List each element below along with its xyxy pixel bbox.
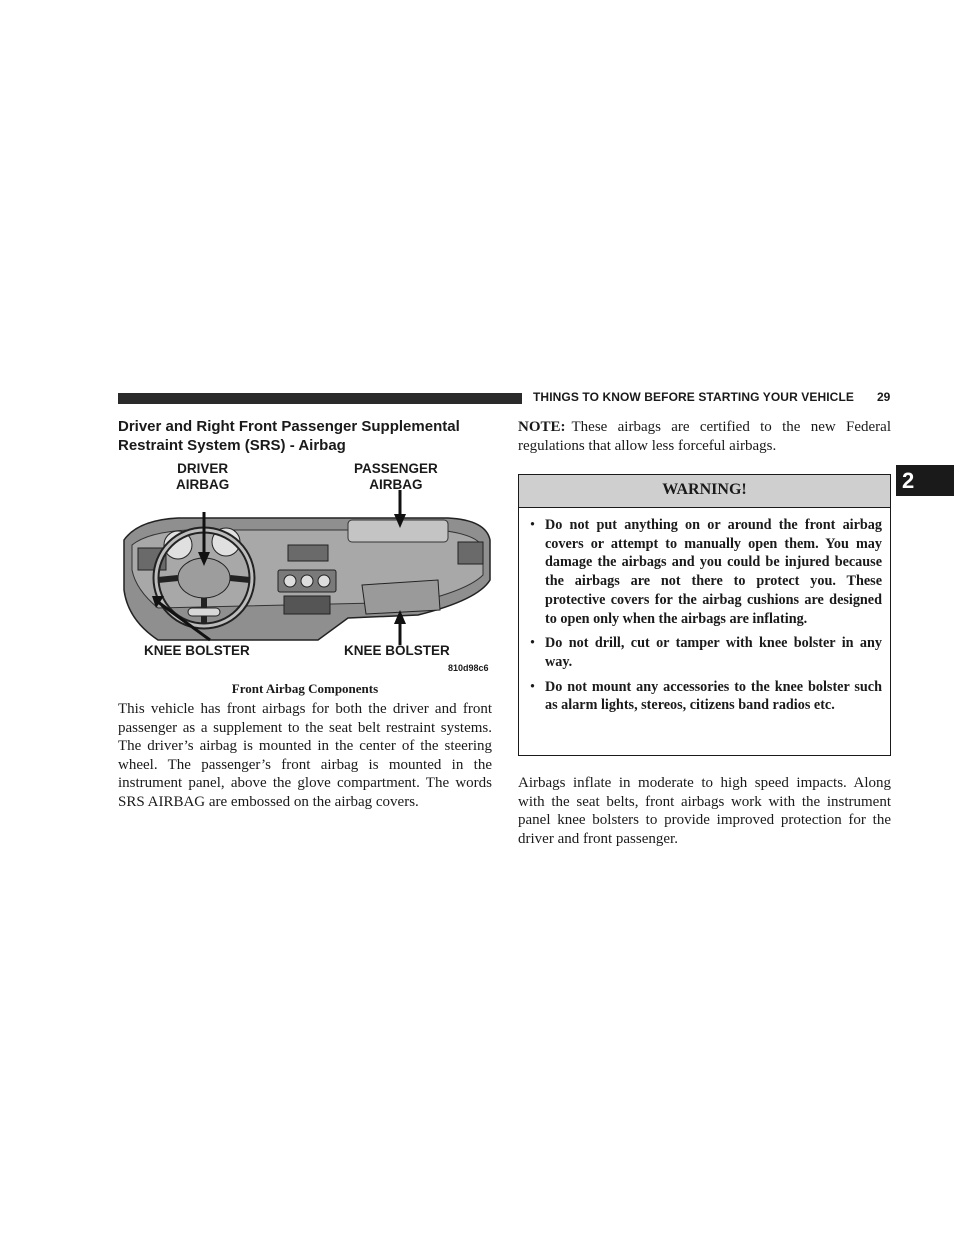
running-header-title: THINGS TO KNOW BEFORE STARTING YOUR VEHICLE xyxy=(533,390,854,404)
warning-item: • Do not put anything on or around the front airbag covers or attempt to manually open them. You may damage the airbags and you could be injured because the airbags are not there to protect you. These protective covers for the airbag cushions are designed to open only when the airbags are inflating. xyxy=(530,517,882,627)
note-label: NOTE: xyxy=(518,419,566,435)
section-title: Driver and Right Front Passenger Supplemental Restraint System (SRS) - Airbag xyxy=(118,418,460,454)
warning-item: • Do not drill, cut or tamper with knee bolster in any way. xyxy=(530,635,882,670)
label-passenger-airbag: PASSENGER AIRBAG xyxy=(354,461,438,492)
warning-list xyxy=(519,508,890,715)
label-knee-bolster-left: KNEE BOLSTER xyxy=(144,643,250,658)
bullet-icon: • xyxy=(530,517,535,533)
label-knee-bolster-right: KNEE BOLSTER xyxy=(344,643,450,658)
warning-item: • Do not mount any accessories to the knee bolster such as alarm lights, stereos, citizens band radios etc. xyxy=(530,678,882,714)
page-number: 29 xyxy=(877,390,891,404)
warning-title: WARNING! xyxy=(519,475,890,508)
header-rule xyxy=(118,393,522,404)
label-driver-airbag: DRIVER AIRBAG xyxy=(176,461,230,492)
bullet-icon: • xyxy=(530,635,535,652)
airbag-figure xyxy=(118,455,498,680)
note-paragraph xyxy=(518,418,891,456)
figure-caption: Front Airbag Components xyxy=(231,681,379,696)
warning-box xyxy=(518,474,891,756)
body-paragraph-right: Airbags inflate in moderate to high speed impacts. Along with the seat belts, front airbags work with the instrument panel knee bolsters to provide improved protection for the driver and front passenger. xyxy=(518,775,891,847)
body-paragraph-left: This vehicle has front airbags for both the driver and front passenger as a supplement to the seat belt restraint systems. The driver’s airbag is mounted in the center of the steering wheel. The passenger’s front airbag is mounted in the instrument panel, above the glove compartment. The words SRS AIRBAG are embossed on the airbag covers. xyxy=(118,701,492,810)
figure-code: 810d98c6 xyxy=(448,663,489,673)
bullet-icon: • xyxy=(530,678,535,695)
chapter-tab: 2 xyxy=(896,465,954,496)
note-text: These airbags are certified to the new Federal regulations that allow less forceful airbags. xyxy=(518,419,891,454)
